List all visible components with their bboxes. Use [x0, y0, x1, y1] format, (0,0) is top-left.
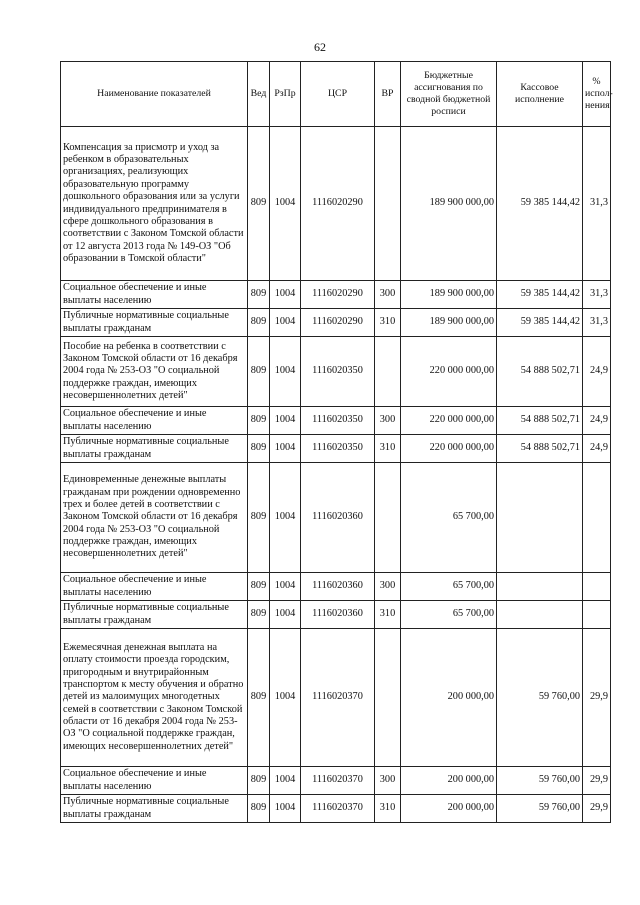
header-vr: ВР — [375, 62, 401, 127]
cell-vr: 300 — [375, 573, 401, 601]
cell-budget: 189 900 000,00 — [401, 309, 497, 337]
cell-vr: 300 — [375, 281, 401, 309]
cell-percent — [583, 573, 611, 601]
cell-vr: 300 — [375, 767, 401, 795]
cell-budget: 65 700,00 — [401, 601, 497, 629]
cell-vr: 310 — [375, 435, 401, 463]
cell-percent: 31,3 — [583, 281, 611, 309]
cell-budget: 189 900 000,00 — [401, 127, 497, 281]
table-row — [61, 309, 611, 337]
cell-csr: 1116020290 — [301, 281, 375, 309]
cell-rzpr: 1004 — [270, 629, 301, 767]
cell-csr: 1116020370 — [301, 629, 375, 767]
cell-vr — [375, 337, 401, 407]
cell-budget: 200 000,00 — [401, 629, 497, 767]
cell-csr: 1116020360 — [301, 573, 375, 601]
cell-percent: 29,9 — [583, 767, 611, 795]
cell-vr: 300 — [375, 407, 401, 435]
table-row — [61, 435, 611, 463]
cell-rzpr: 1004 — [270, 435, 301, 463]
cell-vr: 310 — [375, 795, 401, 823]
cell-rzpr: 1004 — [270, 463, 301, 573]
cell-budget: 200 000,00 — [401, 795, 497, 823]
cell-cash: 59 385 144,42 — [497, 127, 583, 281]
cell-cash: 59 760,00 — [497, 629, 583, 767]
table-row — [61, 767, 611, 795]
cell-rzpr: 1004 — [270, 281, 301, 309]
cell-ved: 809 — [248, 407, 270, 435]
cell-ved: 809 — [248, 767, 270, 795]
cell-rzpr: 1004 — [270, 767, 301, 795]
cell-budget: 220 000 000,00 — [401, 407, 497, 435]
cell-ved: 809 — [248, 309, 270, 337]
header-name: Наименование показателей — [61, 62, 248, 127]
header-percent: % испол-нения — [583, 62, 611, 127]
cell-rzpr: 1004 — [270, 573, 301, 601]
cell-csr: 1116020350 — [301, 407, 375, 435]
cell-csr: 1116020370 — [301, 795, 375, 823]
cell-cash: 59 385 144,42 — [497, 281, 583, 309]
cell-csr: 1116020360 — [301, 463, 375, 573]
cell-ved: 809 — [248, 573, 270, 601]
cell-ved: 809 — [248, 463, 270, 573]
table-row — [61, 463, 611, 573]
cell-csr: 1116020360 — [301, 601, 375, 629]
cell-cash — [497, 573, 583, 601]
header-ved: Вед — [248, 62, 270, 127]
cell-csr: 1116020290 — [301, 309, 375, 337]
header-rzpr: РзПр — [270, 62, 301, 127]
table-row — [61, 127, 611, 281]
cell-budget: 65 700,00 — [401, 463, 497, 573]
cell-budget: 220 000 000,00 — [401, 337, 497, 407]
cell-name: Социальное обеспечение и иные выплаты населению — [61, 767, 248, 795]
header-csr: ЦСР — [301, 62, 375, 127]
cell-rzpr: 1004 — [270, 407, 301, 435]
cell-name: Публичные нормативные социальные выплаты гражданам — [61, 309, 248, 337]
cell-name: Социальное обеспечение и иные выплаты населению — [61, 407, 248, 435]
table-row — [61, 795, 611, 823]
cell-cash: 59 760,00 — [497, 767, 583, 795]
page-number: 62 — [314, 40, 326, 54]
cell-csr: 1116020290 — [301, 127, 375, 281]
cell-csr: 1116020350 — [301, 435, 375, 463]
cell-percent: 31,3 — [583, 127, 611, 281]
cell-percent: 29,9 — [583, 795, 611, 823]
cell-cash: 54 888 502,71 — [497, 407, 583, 435]
cell-csr: 1116020350 — [301, 337, 375, 407]
cell-name: Пособие на ребенка в соответствии с Законом Томской области от 16 декабря 2004 года № 253-ОЗ "О социальной поддержке граждан, имеющих несовершеннолетних детей" — [61, 337, 248, 407]
cell-vr — [375, 127, 401, 281]
cell-ved: 809 — [248, 281, 270, 309]
cell-cash — [497, 601, 583, 629]
cell-name: Публичные нормативные социальные выплаты гражданам — [61, 435, 248, 463]
cell-name: Компенсация за присмотр и уход за ребенком в образовательных организациях, реализующих образовательную программу дошкольного образования или за услуги индивидуального предпринимателя в сфере дошкольного образования в соответствии с Законом Томской области от 12 августа 2013 года № 149-ОЗ "Об образовании в Томской области" — [61, 127, 248, 281]
cell-vr — [375, 629, 401, 767]
cell-name: Публичные нормативные социальные выплаты гражданам — [61, 795, 248, 823]
cell-vr: 310 — [375, 309, 401, 337]
cell-percent: 24,9 — [583, 435, 611, 463]
cell-budget: 65 700,00 — [401, 573, 497, 601]
cell-rzpr: 1004 — [270, 127, 301, 281]
cell-ved: 809 — [248, 127, 270, 281]
cell-percent: 31,3 — [583, 309, 611, 337]
cell-name: Ежемесячная денежная выплата на оплату стоимости проезда городским, пригородным и внутрирайонным транспортом к месту обучения и обратно детей из малоимущих многодетных семей в соответствии с Законом Томской области от 16 декабря 2004 года № 253-ОЗ "О социальной поддержке граждан, имеющих несовершеннолетних детей" — [61, 629, 248, 767]
header-budget: Бюджетные ассигнования по сводной бюджетной росписи — [401, 62, 497, 127]
table-row — [61, 407, 611, 435]
cell-name: Социальное обеспечение и иные выплаты населению — [61, 573, 248, 601]
table-header-row — [61, 62, 611, 127]
cell-name: Публичные нормативные социальные выплаты гражданам — [61, 601, 248, 629]
cell-ved: 809 — [248, 795, 270, 823]
table-row — [61, 573, 611, 601]
cell-name: Единовременные денежные выплаты гражданам при рождении одновременно трех и более детей в соответствии с Законом Томской области от 16 декабря 2004 года № 253-ОЗ "О социальной поддержке граждан, имеющих несовершеннолетних детей" — [61, 463, 248, 573]
cell-cash: 59 760,00 — [497, 795, 583, 823]
cell-ved: 809 — [248, 629, 270, 767]
cell-ved: 809 — [248, 435, 270, 463]
table-row — [61, 281, 611, 309]
cell-percent — [583, 463, 611, 573]
cell-rzpr: 1004 — [270, 337, 301, 407]
cell-ved: 809 — [248, 601, 270, 629]
cell-budget: 189 900 000,00 — [401, 281, 497, 309]
table-row — [61, 337, 611, 407]
cell-rzpr: 1004 — [270, 795, 301, 823]
cell-cash: 59 385 144,42 — [497, 309, 583, 337]
cell-csr: 1116020370 — [301, 767, 375, 795]
cell-ved: 809 — [248, 337, 270, 407]
cell-budget: 200 000,00 — [401, 767, 497, 795]
cell-percent: 24,9 — [583, 337, 611, 407]
cell-cash — [497, 463, 583, 573]
table-row — [61, 629, 611, 767]
cell-cash: 54 888 502,71 — [497, 337, 583, 407]
cell-percent: 29,9 — [583, 629, 611, 767]
table-row — [61, 601, 611, 629]
budget-table — [60, 61, 611, 823]
cell-rzpr: 1004 — [270, 601, 301, 629]
cell-vr — [375, 463, 401, 573]
cell-budget: 220 000 000,00 — [401, 435, 497, 463]
cell-percent: 24,9 — [583, 407, 611, 435]
cell-percent — [583, 601, 611, 629]
cell-rzpr: 1004 — [270, 309, 301, 337]
cell-cash: 54 888 502,71 — [497, 435, 583, 463]
cell-vr: 310 — [375, 601, 401, 629]
header-cash: Кассовое исполнение — [497, 62, 583, 127]
cell-name: Социальное обеспечение и иные выплаты населению — [61, 281, 248, 309]
